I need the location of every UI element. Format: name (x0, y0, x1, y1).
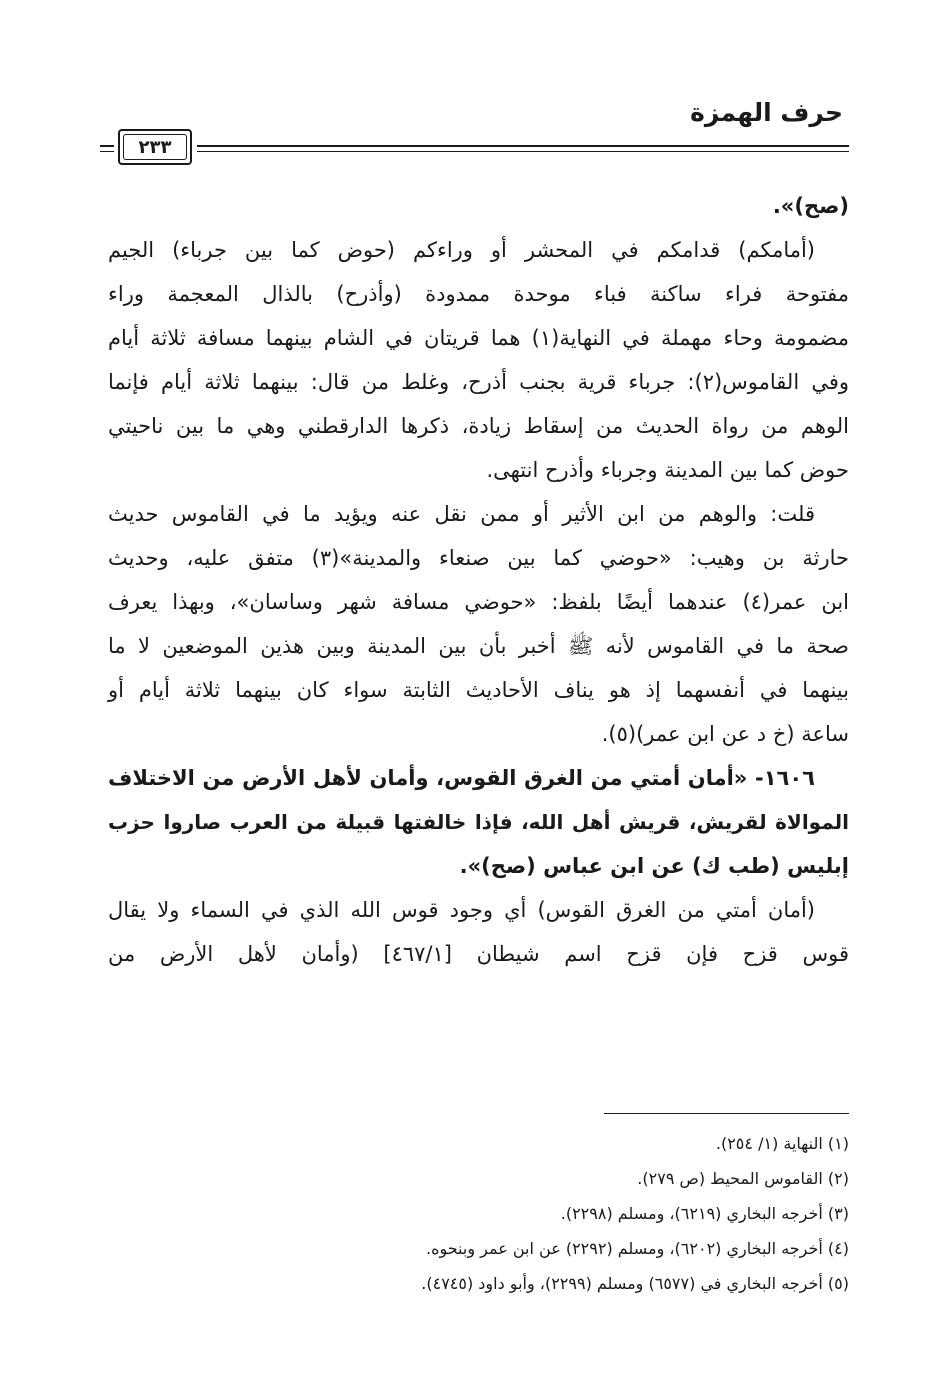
body-text (108, 184, 849, 976)
footnote-item: (٢) القاموس المحيط (ص ٢٧٩). (637, 1169, 849, 1188)
body-line: وفي القاموس(٢): جرباء قرية بجنب أذرح، وغلط من قال: بينهما ثلاثة أيام فإنما (108, 370, 849, 394)
body-line: حوض كما بين المدينة وجرباء وأذرح انتهى. (486, 458, 849, 482)
body-line: (صح)». (772, 194, 849, 218)
body-line: قوس قزح فإن قزح اسم شيطان [٤٦٧/١] (وأمان لأهل الأرض من (108, 942, 849, 966)
hadith-line: الموالاة لقريش، قريش أهل الله، فإذا خالفتها قبيلة من العرب صاروا حزب (108, 810, 849, 834)
body-line: الوهم من رواة الحديث من إسقاط زيادة، ذكرها الدارقطني وهي ما بين ناحيتي (108, 414, 849, 438)
body-line: (أمامكم) قدامكم في المحشر أو وراءكم (حوض كما بين جرباء) الجيم (108, 238, 815, 262)
body-line: صحة ما في القاموس لأنه ﷺ أخبر بأن بين المدينة وبين هذين الموضعين لا ما (108, 634, 849, 658)
body-line: قلت: والوهم من ابن الأثير أو ممن نقل عنه ويؤيد ما في القاموس حديث (108, 502, 815, 526)
body-line: (أمان أمتي من الغرق القوس) أي وجود قوس الله الذي في السماء ولا يقال (108, 898, 815, 922)
body-line: ساعة (خ د عن ابن عمر)(٥). (601, 722, 849, 746)
body-line: مفتوحة فراء ساكنة فباء موحدة ممدودة (وأذرح) بالذال المعجمة وراء (108, 282, 849, 306)
page-number-frame (118, 129, 192, 165)
body-line: مضمومة وحاء مهملة في النهاية(١) هما قريتان في الشام بينهما مسافة ثلاثة أيام (108, 326, 850, 350)
header-rule-thin (197, 151, 849, 152)
header-rule-left-dash (100, 145, 114, 147)
header-rule (197, 145, 849, 147)
body-line: ابن عمر(٤) عندهما أيضًا بلفظ: «حوضي مسافة شهر وساسان»، وبهذا يعرف (108, 590, 849, 614)
page-number: ٢٣٣ (123, 134, 187, 160)
footnote-item: (٥) أخرجه البخاري في (٦٥٧٧) ومسلم (٢٢٩٩)، وأبو داود (٤٧٤٥). (421, 1274, 849, 1293)
footnote-item: (١) النهاية (١/ ٢٥٤). (715, 1134, 849, 1153)
footnote-rule (604, 1113, 849, 1114)
body-line: حارثة بن وهيب: «حوضي كما بين صنعاء والمدينة»(٣) متفق عليه، وحديث (108, 546, 849, 570)
footnote-item: (٣) أخرجه البخاري (٦٢١٩)، ومسلم (٢٢٩٨). (560, 1204, 849, 1223)
footnote-item: (٤) أخرجه البخاري (٦٢٠٢)، ومسلم (٢٢٩٢) عن ابن عمر وبنحوه. (425, 1239, 849, 1258)
header-rule-left-dash-thin (100, 151, 114, 152)
hadith-line: ١٦٠٦- «أمان أمتي من الغرق القوس، وأمان لأهل الأرض من الاختلاف (108, 766, 815, 790)
hadith-line: إبليس (طب ك) عن ابن عباس (صح)». (459, 854, 849, 878)
chapter-title: حرف الهمزة (690, 98, 843, 127)
footnotes (249, 1126, 849, 1301)
body-line: بينهما في أنفسهما إذ هو يناف الأحاديث الثابتة سواء كان بينهما ثلاثة أيام أو (108, 678, 849, 702)
